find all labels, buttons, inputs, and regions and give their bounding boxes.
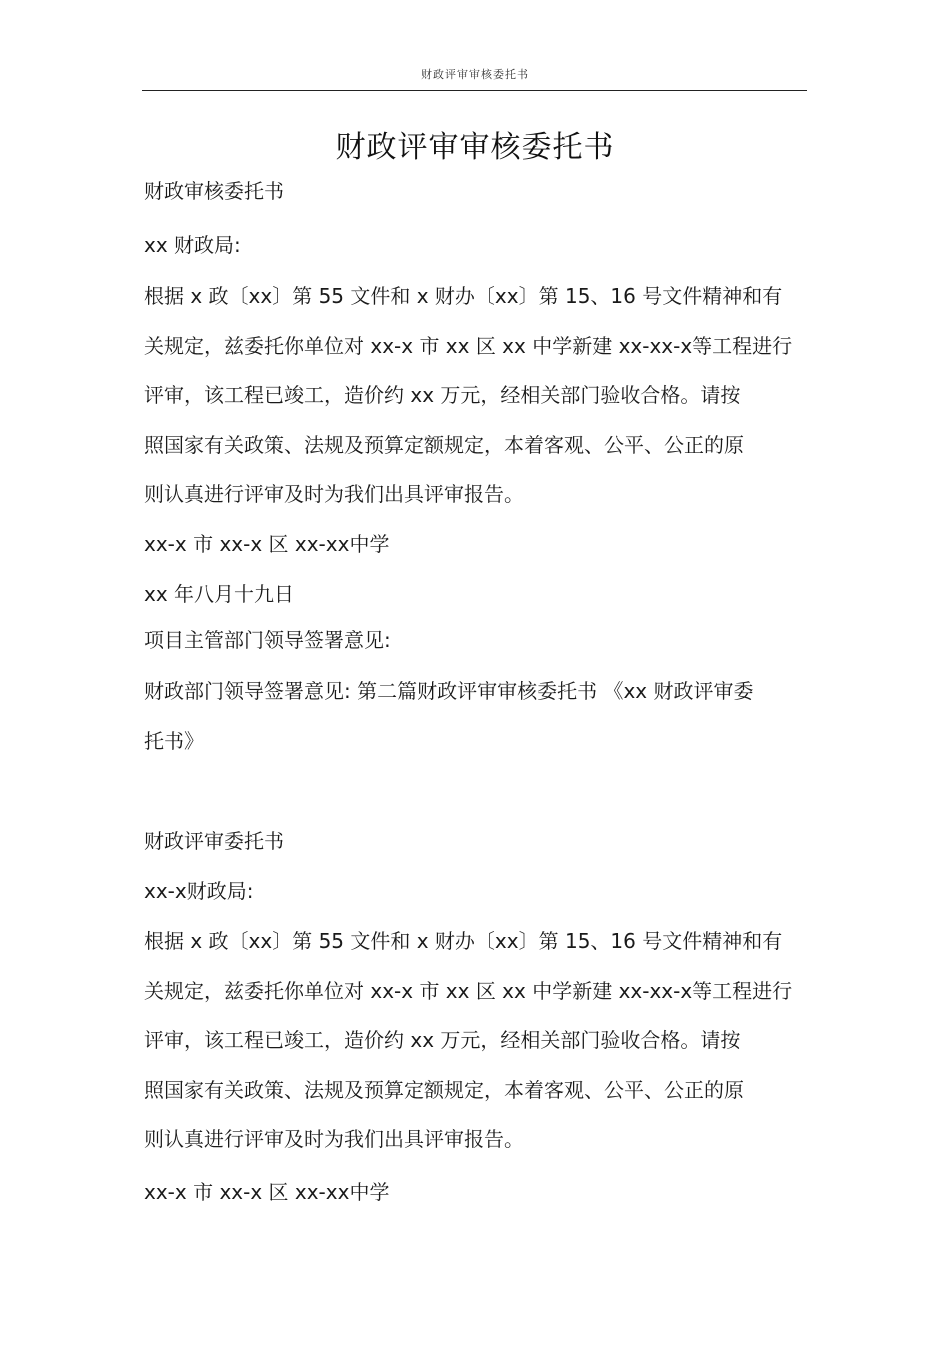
addressee-2: xx-x财政局: <box>144 879 254 903</box>
header-divider <box>142 90 807 91</box>
body-line: 则认真进行评审及时为我们出具评审报告。 <box>144 482 524 506</box>
body-line: 托书》 <box>144 728 204 753</box>
body-line: 评审，该工程已竣工，造价约 xx 万元，经相关部门验收合格。请按 <box>144 1028 741 1052</box>
date-line: xx 年八月十九日 <box>144 582 295 606</box>
body-paragraph-2 <box>144 917 792 1165</box>
body-line: 关规定，兹委托你单位对 xx-x 市 xx 区 xx 中学新建 xx-xx-x等工程进行 <box>144 333 793 358</box>
body-line: 关规定，兹委托你单位对 xx-x 市 xx 区 xx 中学新建 xx-xx-x等工程进行 <box>144 978 793 1003</box>
body-line: 评审，该工程已竣工，造价约 xx 万元，经相关部门验收合格。请按 <box>144 383 741 407</box>
signatory-1: xx-x 市 xx-x 区 xx-xx中学 <box>144 532 390 556</box>
running-header: 财政评审审核委托书 <box>421 68 529 81</box>
signatory-2: xx-x 市 xx-x 区 xx-xx中学 <box>144 1180 390 1204</box>
body-line: 照国家有关政策、法规及预算定额规定，本着客观、公平、公正的原 <box>144 432 744 457</box>
section-heading-1: 财政审核委托书 <box>144 179 284 203</box>
supervisor-opinion-label: 项目主管部门领导签署意见: <box>144 628 391 652</box>
finance-opinion-paragraph <box>144 667 753 766</box>
body-line: 则认真进行评审及时为我们出具评审报告。 <box>144 1127 524 1151</box>
body-line: 财政部门领导签署意见: 第二篇财政评审审核委托书 《xx 财政评审委 <box>144 679 754 703</box>
body-paragraph-1 <box>144 272 792 520</box>
section-heading-2: 财政评审委托书 <box>144 829 284 853</box>
body-line: 照国家有关政策、法规及预算定额规定，本着客观、公平、公正的原 <box>144 1077 744 1102</box>
body-line: 根据 x 政〔xx〕第 55 文件和 x 财办〔xx〕第 15、16 号文件精神和有 <box>144 929 783 953</box>
addressee-1: xx 财政局: <box>144 233 241 257</box>
body-line: 根据 x 政〔xx〕第 55 文件和 x 财办〔xx〕第 15、16 号文件精神和有 <box>144 284 783 308</box>
document-title: 财政评审审核委托书 <box>335 130 615 165</box>
